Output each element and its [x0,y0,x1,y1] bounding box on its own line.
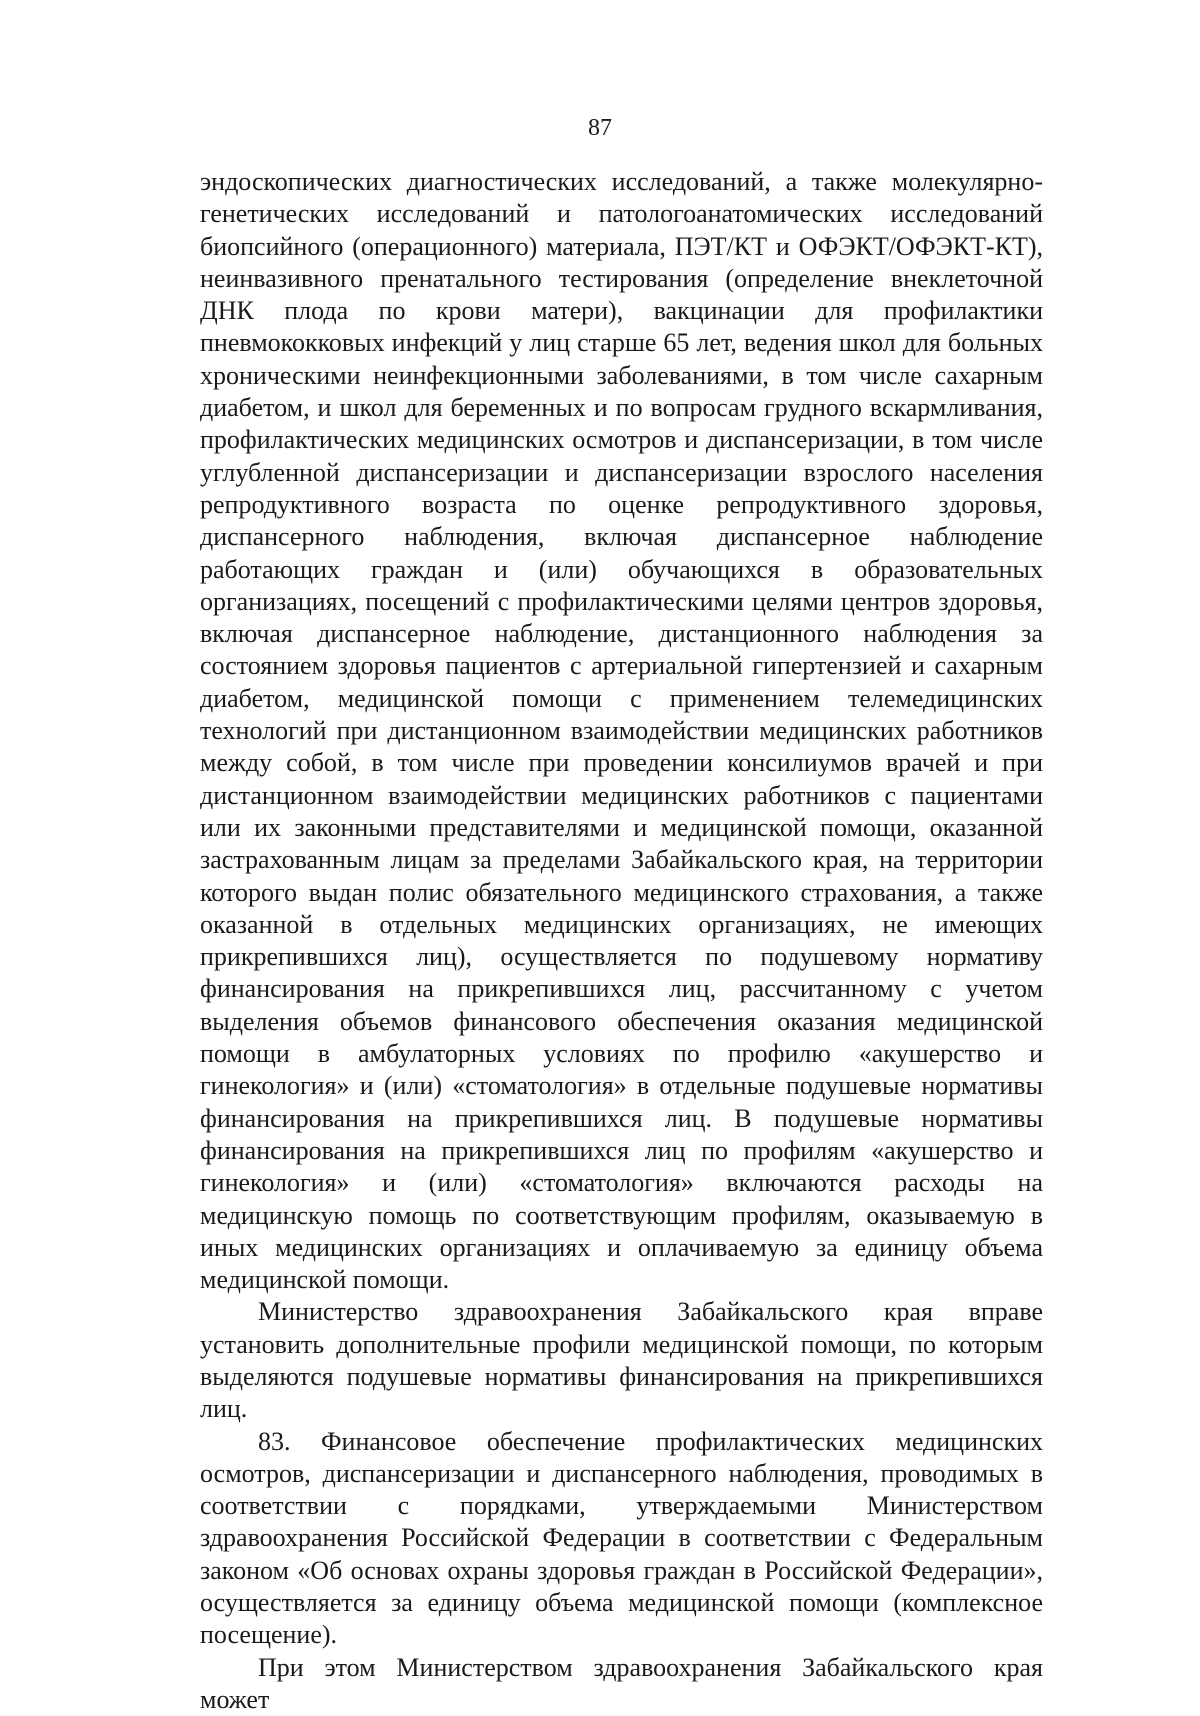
paragraph-continuation: эндоскопических диагностических исследований, а также молекулярно-генетических исследований и патологоанатомических исследований биопсийного (операционного) материала, ПЭТ/КТ и ОФЭКТ/ОФЭКТ-КТ), неинвазивного пренатального тестирования (определение внеклеточной ДНК плода по крови матери), вакцинации для профилактики пневмококковых инфекций у лиц старше 65 лет, ведения школ для больных хроническими неинфекционными заболеваниями, в том числе сахарным диабетом, и школ для беременных и по вопросам грудного вскармливания, профилактических медицинских осмотров и диспансеризации, в том числе углубленной диспансеризации и диспансеризации взрослого населения репродуктивного возраста по оценке репродуктивного здоровья, диспансерного наблюдения, включая диспансерное наблюдение работающих граждан и (или) обучающихся в образовательных организациях, посещений с профилактическими целями центров здоровья, включая диспансерное наблюдение, дистанционного наблюдения за состоянием здоровья пациентов с артериальной гипертензией и сахарным диабетом, медицинской помощи с применением телемедицинских технологий при дистанционном взаимодействии медицинских работников между собой, в том числе при проведении консилиумов врачей и при дистанционном взаимодействии медицинских работников с пациентами или их законными представителями и медицинской помощи, оказанной застрахованным лицам за пределами Забайкальского края, на территории которого выдан полис обязательного медицинского страхования, а также оказанной в отдельных медицинских организациях, не имеющих прикрепившихся лиц), осуществляется по подушевому нормативу финансирования на прикрепившихся лиц, рассчитанному с учетом выделения объемов финансового обеспечения оказания медицинской помощи в амбулаторных условиях по профилю «акушерство и гинекология» и (или) «стоматология» в отдельные подушевые нормативы финансирования на прикрепившихся лиц. В подушевые нормативы финансирования на прикрепившихся лиц по профилям «акушерство и гинекология» и (или) «стоматология» включаются расходы на медицинскую помощь по соответствующим профилям, оказываемую в иных медицинских организациях и оплачиваемую за единицу объема медицинской помощи. [200,167,1043,1295]
paragraph-item-83: 83. Финансовое обеспечение профилактических медицинских осмотров, диспансеризации и диспансерного наблюдения, проводимых в соответствии с порядками, утверждаемыми Министерством здравоохранения Российской Федерации в соответствии с Федеральным законом «Об основах охраны здоровья граждан в Российской Федерации», осуществляется за единицу объема медицинской помощи (комплексное посещение). [200,1426,1043,1650]
page-number: 87 [588,115,612,141]
document-body [200,166,1043,1716]
paragraph-ministry-profiles: Министерство здравоохранения Забайкальского края вправе установить дополнительные профили медицинской помощи, по которым выделяются подушевые нормативы финансирования на прикрепившихся лиц. [200,1297,1043,1424]
paragraph-ministry-may: При этом Министерством здравоохранения Забайкальского края может [200,1652,1043,1714]
